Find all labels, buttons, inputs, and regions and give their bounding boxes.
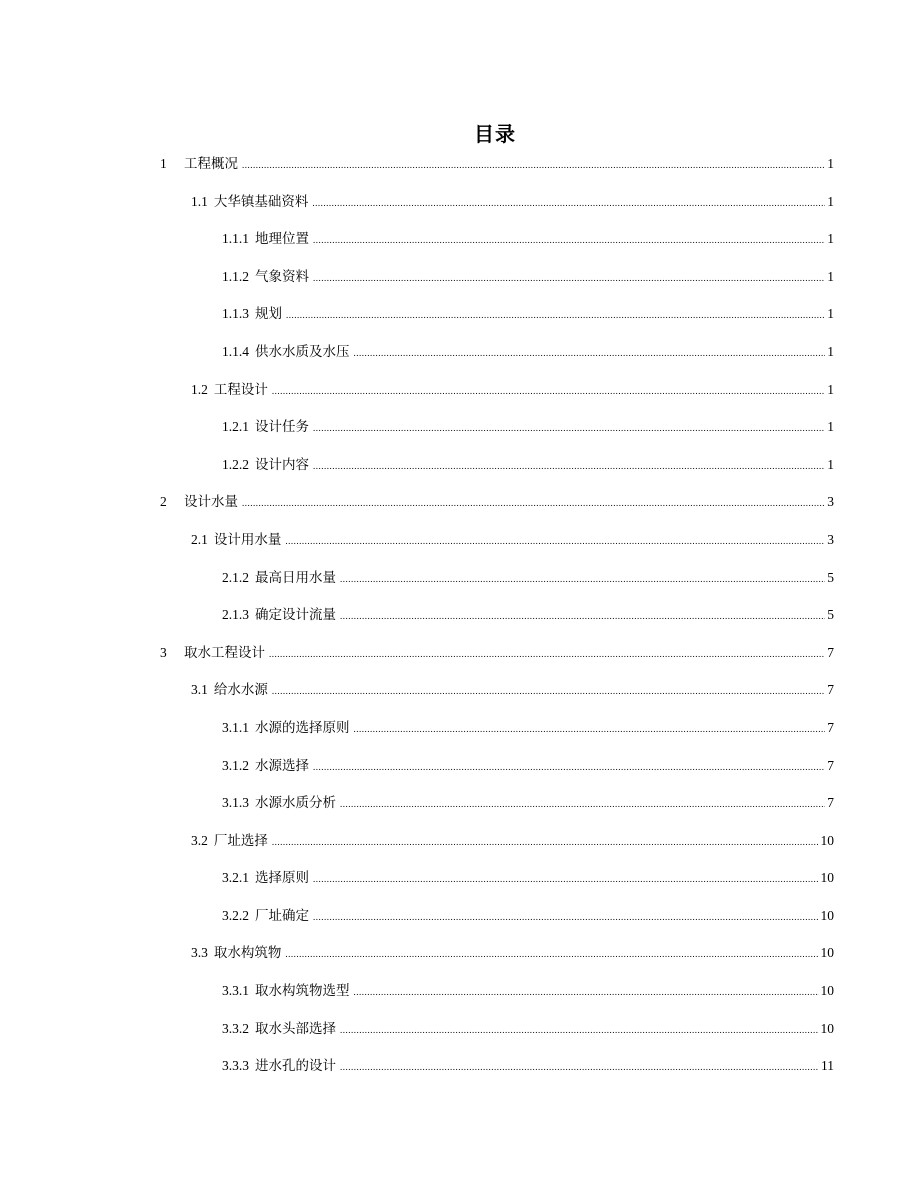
dot-leader	[242, 485, 825, 523]
toc-entry-page-number: 3	[827, 494, 834, 510]
toc-entry[interactable]	[0, 258, 920, 296]
toc-entry-page-number: 1	[827, 156, 834, 171]
dot-leader	[313, 448, 825, 486]
page-title: 目录	[474, 124, 516, 146]
toc-entry-page-number: 10	[820, 870, 834, 886]
toc-entry-number: 3.3	[191, 945, 208, 961]
toc-entry-page-number: 7	[827, 757, 834, 773]
dot-leader	[313, 222, 825, 260]
toc-entry[interactable]	[0, 934, 920, 972]
dot-leader	[340, 561, 825, 599]
dot-leader	[354, 335, 826, 373]
toc-entry-number: 1.2.2	[222, 456, 249, 472]
toc-entry-title: 最高日用水量	[255, 569, 336, 585]
dot-leader	[313, 410, 825, 448]
toc-entry-page-number: 1	[827, 193, 834, 209]
toc-entry-page-number: 1	[827, 381, 834, 397]
dot-leader	[272, 673, 825, 711]
toc-entry-page-number: 10	[820, 832, 834, 848]
toc-entry-page-number: 5	[827, 607, 834, 623]
toc-entry-number: 2.1.2	[222, 569, 249, 585]
toc-entry-title: 选择原则	[255, 870, 309, 886]
toc-entry-title: 地理位置	[255, 231, 309, 247]
toc-entry-page-number: 7	[827, 719, 834, 735]
toc-entry-page-number: 5	[827, 569, 834, 585]
toc-entry-number: 2.1.3	[222, 607, 249, 623]
toc-entry-title: 设计内容	[255, 456, 309, 472]
dot-leader	[313, 899, 819, 937]
dot-leader	[354, 974, 819, 1012]
toc-entry[interactable]	[0, 220, 920, 258]
toc-entry-number: 1.1.2	[222, 268, 249, 284]
toc-entry-number: 3.1	[191, 682, 208, 698]
toc-entry-number: 3.3.1	[222, 983, 249, 999]
toc-entry-title: 确定设计流量	[255, 607, 336, 623]
toc-entry-title: 水源水质分析	[255, 795, 336, 811]
toc-entry-title: 进水孔的设计	[255, 1058, 336, 1074]
toc-entry[interactable]	[0, 596, 920, 634]
toc-entry-title: 水源的选择原则	[255, 719, 350, 735]
dot-leader	[285, 523, 825, 561]
toc-entry-title: 取水头部选择	[255, 1020, 336, 1036]
toc-entry-number: 1.2.1	[222, 419, 249, 435]
toc-entry-title: 大华镇基础资料	[213, 193, 309, 209]
toc-entry[interactable]	[0, 559, 920, 597]
toc-entry-number: 3	[160, 644, 167, 660]
toc-entry-title: 设计水量	[184, 494, 238, 510]
toc-entry-page-number: 10	[820, 1020, 834, 1036]
toc-entry-page-number: 3	[827, 531, 834, 547]
dot-leader	[340, 1012, 819, 1050]
toc-entry-title: 规划	[255, 306, 282, 322]
toc-entry[interactable]	[0, 709, 920, 747]
toc-entry-page-number: 1	[827, 268, 834, 284]
toc-entry-page-number: 1	[827, 306, 834, 322]
toc-entry-page-number: 7	[827, 644, 834, 660]
toc-entry-number: 1.2	[191, 381, 208, 397]
toc-entry-number: 1.1.3	[222, 306, 249, 322]
toc-entry[interactable]	[0, 972, 920, 1010]
dot-leader	[285, 936, 818, 974]
toc-entry-number: 3.2	[191, 832, 208, 848]
toc-entry-title: 设计用水量	[213, 531, 282, 547]
dot-leader	[272, 373, 825, 411]
dot-leader	[286, 297, 825, 335]
toc-entry-title: 厂址确定	[255, 907, 309, 923]
toc-entry-page-number: 7	[827, 682, 834, 698]
toc-entry-number: 3.2.1	[222, 870, 249, 886]
dot-leader	[340, 786, 825, 824]
toc-entry-title: 气象资料	[255, 268, 309, 284]
toc-entry-number: 1.1.4	[222, 343, 249, 359]
dot-leader	[269, 636, 825, 674]
toc-entry-number: 3.2.2	[222, 907, 249, 923]
toc-entry-number: 2	[160, 494, 167, 510]
toc-entry-page-number: 1	[827, 343, 834, 359]
toc-entry[interactable]	[0, 295, 920, 333]
toc-entry-page-number: 1	[827, 419, 834, 435]
toc-entry[interactable]	[0, 145, 920, 183]
toc-entry-title: 取水构筑物选型	[255, 983, 350, 999]
toc-entry-number: 3.1.3	[222, 795, 249, 811]
toc-entry[interactable]	[0, 822, 920, 860]
toc-entry[interactable]	[0, 784, 920, 822]
dot-leader	[313, 861, 819, 899]
toc-entry-page-number: 10	[820, 983, 834, 999]
toc-entry-page-number: 1	[827, 231, 834, 247]
toc-entry-title: 厂址选择	[213, 832, 268, 848]
toc-entry[interactable]	[0, 183, 920, 221]
toc-entry[interactable]	[0, 521, 920, 559]
dot-leader	[312, 185, 825, 223]
dot-leader	[313, 749, 825, 787]
toc-entry[interactable]	[0, 371, 920, 409]
toc-entry[interactable]	[0, 408, 920, 446]
toc-entry-number: 3.1.1	[222, 719, 249, 735]
toc-list	[0, 145, 920, 1085]
toc-entry[interactable]	[0, 897, 920, 935]
toc-entry-number: 3.3.3	[222, 1058, 249, 1074]
toc-entry[interactable]	[0, 1047, 920, 1085]
toc-entry-title: 设计任务	[255, 419, 309, 435]
toc-entry-title: 水源选择	[255, 757, 309, 773]
dot-leader	[340, 1049, 819, 1087]
toc-entry-page-number: 1	[827, 456, 834, 472]
toc-entry-number: 3.1.2	[222, 757, 249, 773]
toc-entry-page-number: 11	[821, 1058, 834, 1074]
toc-entry-title: 供水水质及水压	[255, 343, 350, 359]
toc-entry-number: 2.1	[191, 531, 208, 547]
toc-entry-number: 3.3.2	[222, 1020, 249, 1036]
dot-leader	[242, 147, 825, 185]
toc-entry[interactable]	[0, 671, 920, 709]
toc-entry-title: 工程设计	[213, 381, 268, 397]
dot-leader	[354, 711, 826, 749]
toc-entry-page-number: 7	[827, 795, 834, 811]
toc-entry[interactable]	[0, 333, 920, 371]
toc-entry-number: 1	[160, 156, 167, 171]
dot-leader	[272, 824, 819, 862]
toc-entry-title: 工程概况	[184, 156, 238, 171]
toc-entry[interactable]	[0, 483, 920, 521]
dot-leader	[313, 260, 825, 298]
toc-entry-number: 1.1	[191, 193, 208, 209]
toc-entry-title: 取水工程设计	[184, 644, 265, 660]
toc-entry-title: 给水水源	[213, 682, 268, 698]
toc-entry[interactable]	[0, 747, 920, 785]
toc-entry-number: 1.1.1	[222, 231, 249, 247]
dot-leader	[340, 598, 825, 636]
toc-entry[interactable]	[0, 1010, 920, 1048]
toc-entry[interactable]	[0, 446, 920, 484]
toc-entry-title: 取水构筑物	[213, 945, 282, 961]
toc-entry[interactable]	[0, 634, 920, 672]
toc-entry-page-number: 10	[820, 907, 834, 923]
toc-entry[interactable]	[0, 859, 920, 897]
toc-entry-page-number: 10	[820, 945, 834, 961]
